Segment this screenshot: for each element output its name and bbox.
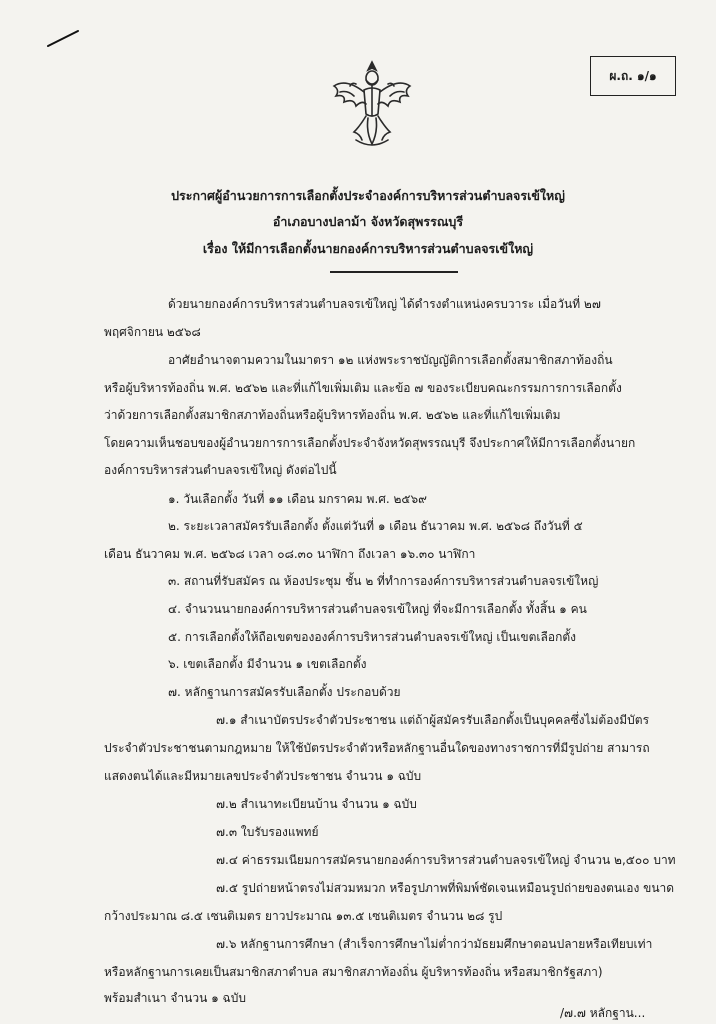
item-7-6-line-2: หรือหลักฐานการเคยเป็นสมาชิกสภาตำบล สมาชิกสภาท้องถิ่น ผู้บริหารท้องถิ่น หรือสมาชิกรัฐสภา) (104, 965, 603, 979)
announcement-subject-line: เรื่อง ให้มีการเลือกตั้งนายกองค์การบริหารส่วนตำบลจรเข้ใหญ่ (202, 241, 534, 256)
intro-paragraph-2-line-5: องค์การบริหารส่วนตำบลจรเข้ใหญ่ ดังต่อไปนี้ (104, 463, 337, 477)
announcement-title-line-1: ประกาศผู้อำนวยการการเลือกตั้งประจำองค์การบริหารส่วนตำบลจรเข้ใหญ่ (171, 188, 565, 203)
garuda-emblem-icon (326, 56, 418, 152)
item-7-1-line-1: ๗.๑ สำเนาบัตรประจำตัวประชาชน แต่ถ้าผู้สมัครรับเลือกตั้งเป็นบุคคลซึ่งไม่ต้องมีบัตร (216, 713, 650, 727)
item-6-constituency-count: ๖. เขตเลือกตั้ง มีจำนวน ๑ เขตเลือกตั้ง (168, 657, 367, 671)
item-7-1-line-2: ประจำตัวประชาชนตามกฎหมาย ให้ใช้บัตรประจำตัวหรือหลักฐานอื่นใดของทางราชการที่มีรูปถ่าย สามารถ (104, 741, 650, 755)
item-7-4-application-fee: ๗.๔ ค่าธรรมเนียมการสมัครนายกองค์การบริหารส่วนตำบลจรเข้ใหญ่ จำนวน ๒,๕๐๐ บาท (216, 853, 676, 867)
intro-paragraph-1-line-2: พฤศจิกายน ๒๕๖๘ (104, 325, 201, 339)
item-7-1-line-3: แสดงตนได้และมีหมายเลขประจำตัวประชาชน จำนวน ๑ ฉบับ (104, 769, 422, 783)
document-code-box: ผ.ถ. ๑/๑ (590, 56, 676, 96)
item-7-required-documents: ๗. หลักฐานการสมัครรับเลือกตั้ง ประกอบด้วย (168, 685, 401, 699)
item-7-5-line-1: ๗.๕ รูปถ่ายหน้าตรงไม่สวมหมวก หรือรูปภาพที่พิมพ์ชัดเจนเหมือนรูปถ่ายของตนเอง ขนาด (216, 881, 675, 895)
intro-paragraph-1-line-1: ด้วยนายกองค์การบริหารส่วนตำบลจรเข้ใหญ่ ได้ดำรงตำแหน่งครบวาระ เมื่อวันที่ ๒๗ (168, 297, 601, 311)
item-7-3-medical-certificate: ๗.๓ ใบรับรองแพทย์ (216, 825, 319, 839)
item-2-application-period-line-2: เดือน ธันวาคม พ.ศ. ๒๕๖๘ เวลา ๐๘.๓๐ นาฬิกา ถึงเวลา ๑๖.๓๐ นาฬิกา (104, 547, 476, 561)
item-7-6-line-3: พร้อมสำเนา จำนวน ๑ ฉบับ (104, 991, 246, 1005)
item-2-application-period-line-1: ๒. ระยะเวลาสมัครรับเลือกตั้ง ตั้งแต่วันที่ ๑ เดือน ธันวาคม พ.ศ. ๒๕๖๘ ถึงวันที่ ๕ (168, 519, 583, 533)
intro-paragraph-2-line-3: ว่าด้วยการเลือกตั้งสมาชิกสภาท้องถิ่นหรือผู้บริหารท้องถิ่น พ.ศ. ๒๕๖๒ และที่แก้ไขเพิ่มเติม (104, 408, 561, 422)
intro-paragraph-2-line-2: หรือผู้บริหารท้องถิ่น พ.ศ. ๒๕๖๒ และที่แก้ไขเพิ่มเติม และข้อ ๗ ของระเบียบคณะกรรมการการเลือกตั้ง (104, 381, 622, 395)
item-1-election-date: ๑. วันเลือกตั้ง วันที่ ๑๑ เดือน มกราคม พ.ศ. ๒๕๖๙ (168, 492, 427, 506)
item-3-application-place: ๓. สถานที่รับสมัคร ณ ห้องประชุม ชั้น ๒ ที่ทำการองค์การบริหารส่วนตำบลจรเข้ใหญ่ (168, 574, 599, 588)
intro-paragraph-2-line-4: โดยความเห็นชอบของผู้อำนวยการการเลือกตั้งประจำจังหวัดสุพรรณบุรี จึงประกาศให้มีการเลือกตั้งนายก (104, 436, 636, 450)
pen-stroke-mark (46, 28, 80, 48)
intro-paragraph-2-line-1: อาศัยอำนาจตามความในมาตรา ๑๒ แห่งพระราชบัญญัติการเลือกตั้งสมาชิกสภาท้องถิ่น (168, 353, 613, 367)
item-7-6-line-1: ๗.๖ หลักฐานการศึกษา (สำเร็จการศึกษาไม่ต่ำกว่ามัธยมศึกษาตอนปลายหรือเทียบเท่า (216, 937, 653, 951)
item-7-5-line-2: กว้างประมาณ ๘.๕ เซนติเมตร ยาวประมาณ ๑๓.๕ เซนติเมตร จำนวน ๒๘ รูป (104, 909, 503, 923)
item-5-election-area: ๕. การเลือกตั้งให้ถือเขตขององค์การบริหารส่วนตำบลจรเข้ใหญ่ เป็นเขตเลือกตั้ง (168, 630, 577, 644)
continued-next-page: /๗.๗ หลักฐาน... (560, 1006, 646, 1020)
item-4-number-of-positions: ๔. จำนวนนายกองค์การบริหารส่วนตำบลจรเข้ใหญ่ ที่จะมีการเลือกตั้ง ทั้งสิ้น ๑ คน (168, 602, 587, 616)
title-divider (330, 271, 458, 273)
item-7-2-house-registration: ๗.๒ สำเนาทะเบียนบ้าน จำนวน ๑ ฉบับ (216, 797, 417, 811)
announcement-title-line-2: อำเภอบางปลาม้า จังหวัดสุพรรณบุรี (272, 214, 464, 229)
